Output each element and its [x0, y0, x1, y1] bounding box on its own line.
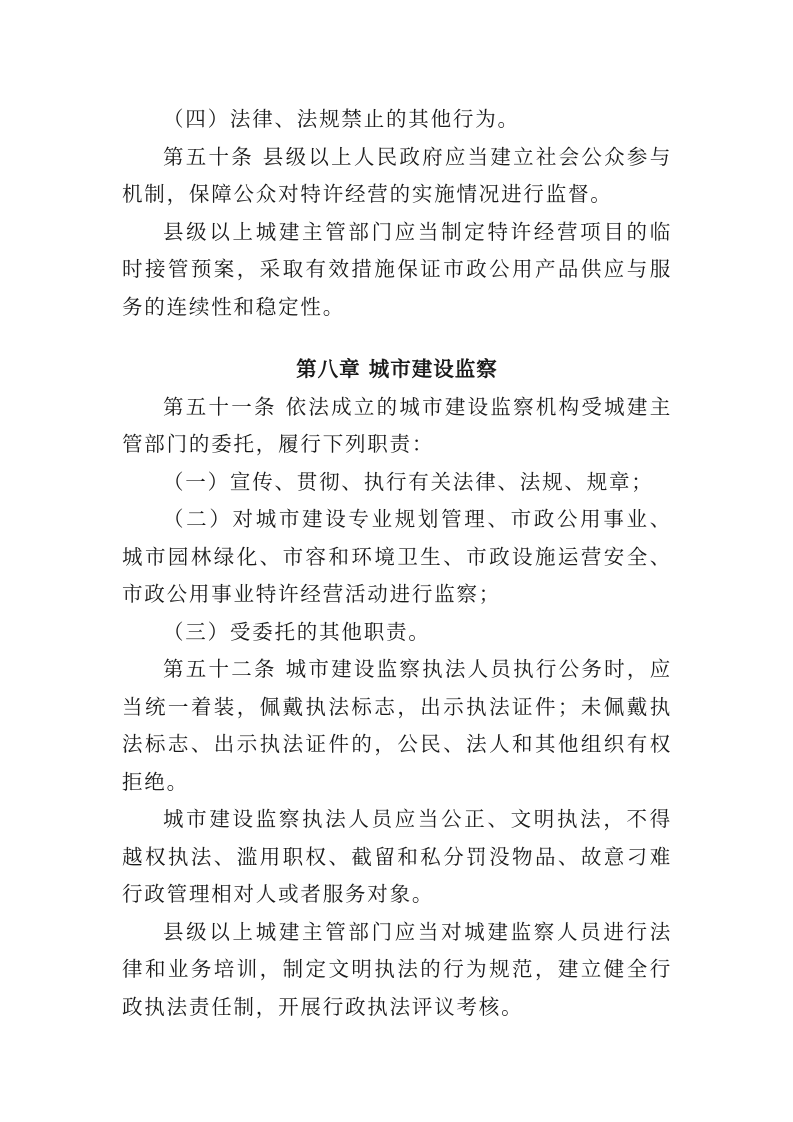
- article-52-paragraph-2: 城市建设监察执法人员应当公正、文明执法，不得越权执法、滥用职权、截留和私分罚没物品、故意刁难行政管理相对人或者服务对象。: [122, 807, 672, 906]
- article-51: 第五十一条 依法成立的城市建设监察机构受城建主管部门的委托，履行下列职责：: [122, 394, 672, 456]
- article-50-paragraph-2: 县级以上城建主管部门应当制定特许经营项目的临时接管预案，采取有效措施保证市政公用产品供应与服务的连续性和稳定性。: [122, 219, 672, 319]
- section-gap: [122, 326, 672, 351]
- article-51-item-2: （二）对城市建设专业规划管理、市政公用事业、城市园林绿化、市容和环境卫生、市政设施运营安全、市政公用事业特许经营活动进行监察；: [122, 507, 672, 606]
- chapter-heading: 第八章 城市建设监察: [296, 357, 498, 381]
- article-50: 第五十条 县级以上人民政府应当建立社会公众参与机制，保障公众对特许经营的实施情况进行监督。: [122, 144, 672, 206]
- article-51-item-1: （一）宣传、贯彻、执行有关法律、法规、规章；: [163, 469, 654, 494]
- article-52-paragraph-3: 县级以上城建主管部门应当对城建监察人员进行法律和业务培训，制定文明执法的行为规范，建立健全行政执法责任制，开展行政执法评议考核。: [122, 919, 672, 1019]
- document-body: [122, 101, 672, 1026]
- article-51-item-3: （三）受委托的其他职责。: [163, 619, 431, 644]
- article-52: 第五十二条 城市建设监察执法人员执行公务时，应当统一着装，佩戴执法标志，出示执法证件；未佩戴执法标志、出示执法证件的，公民、法人和其他组织有权拒绝。: [122, 657, 672, 794]
- clause-item-4-prohibited: （四）法律、法规禁止的其他行为。: [163, 107, 520, 131]
